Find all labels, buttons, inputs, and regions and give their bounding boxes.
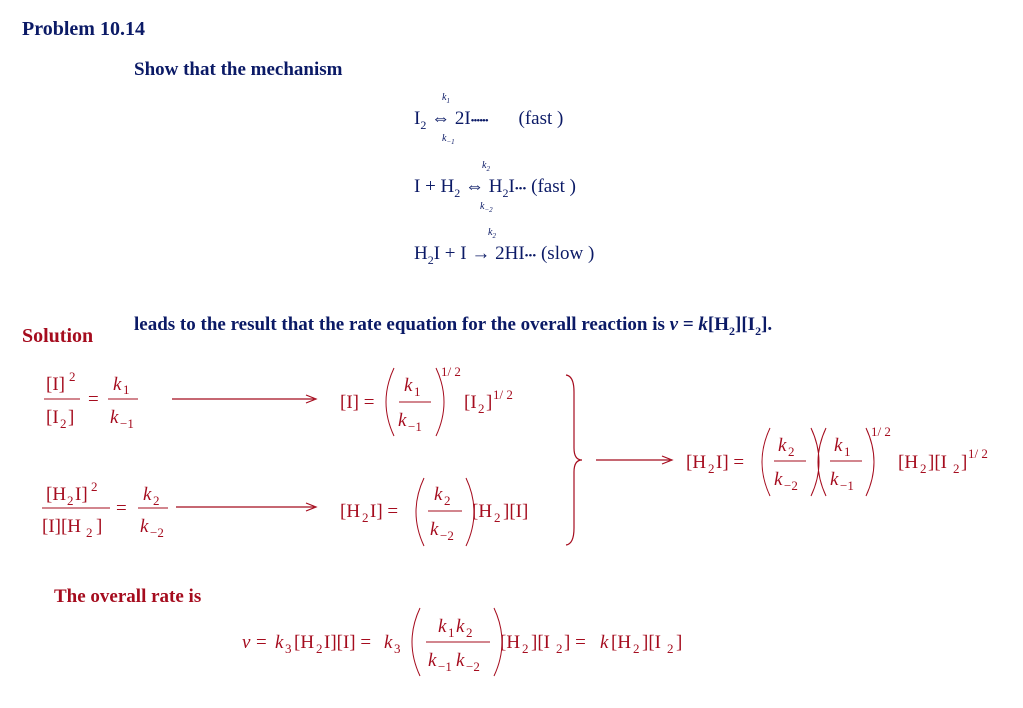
overall-rate-label: The overall rate is: [54, 586, 202, 607]
svg-text:k: k: [434, 484, 443, 505]
svg-text:[I]: [I]: [46, 374, 65, 395]
svg-text:2: 2: [67, 493, 74, 508]
svg-text:1: 1: [123, 382, 130, 397]
svg-text:2: 2: [788, 444, 795, 459]
lead-text: leads to the result that the rate equation for the overall reaction is: [134, 314, 670, 335]
svg-text:]: ]: [68, 407, 75, 428]
svg-text:[H: [H: [611, 632, 632, 653]
svg-text:1/ 2: 1/ 2: [968, 446, 988, 461]
svg-text:][I]: ][I]: [503, 501, 529, 522]
svg-text:I][I] =: I][I] =: [324, 632, 372, 653]
svg-text:2: 2: [953, 461, 960, 476]
svg-text:k: k: [456, 650, 465, 671]
svg-text:1: 1: [844, 444, 851, 459]
combining-brace: [566, 375, 582, 545]
svg-text:−1: −1: [408, 419, 422, 434]
svg-text:2: 2: [60, 416, 67, 431]
k-sub: 1: [446, 97, 450, 105]
k-label: k: [442, 92, 447, 103]
svg-text:2: 2: [91, 479, 98, 494]
svg-text:2: 2: [667, 641, 674, 656]
svg-text:[H: [H: [46, 484, 67, 505]
svg-text:][I: ][I: [531, 632, 550, 653]
lead-v: v: [669, 314, 679, 335]
svg-text:]: ]: [961, 452, 968, 473]
svg-text:1: 1: [448, 625, 455, 640]
step3-product: 2HI: [495, 243, 525, 264]
k-label: k: [442, 133, 447, 144]
k-sub: 2: [486, 165, 490, 173]
svg-text:=: =: [256, 632, 267, 653]
svg-text:k: k: [834, 435, 843, 456]
svg-text:2: 2: [316, 641, 323, 656]
svg-text:2: 2: [494, 510, 501, 525]
svg-text:−1: −1: [840, 478, 854, 493]
svg-text:3: 3: [285, 641, 292, 656]
lead-sub2: 2: [755, 323, 762, 338]
step2-reactant-sub: 2: [454, 185, 461, 200]
svg-text:1: 1: [414, 384, 421, 399]
svg-text:[I: [I: [46, 407, 59, 428]
svg-text:1/ 2: 1/ 2: [871, 424, 891, 439]
svg-text:k: k: [778, 435, 787, 456]
lead-mid: ][I: [735, 314, 756, 335]
step3-reactant: H: [414, 243, 428, 264]
step3-reactant-sub: 2: [427, 252, 434, 267]
svg-text:I] =: I] =: [370, 501, 399, 522]
step2-product-tail: I: [508, 176, 515, 197]
step3-reactant-tail: I + I: [433, 243, 467, 264]
svg-text:=: =: [88, 389, 99, 410]
k-sub: 2: [492, 232, 496, 240]
svg-text:1/ 2: 1/ 2: [441, 364, 461, 379]
svg-text:2: 2: [478, 401, 485, 416]
svg-text:[H: [H: [898, 452, 919, 473]
svg-text:2: 2: [69, 369, 76, 384]
step3-speed: (slow ): [540, 243, 595, 264]
step1-arrow: ⇔: [431, 108, 451, 129]
step1-reactant-sub: 2: [420, 117, 427, 132]
svg-text:[I] =: [I] =: [340, 392, 375, 413]
svg-text:2: 2: [362, 510, 369, 525]
step1-reactant: I: [414, 108, 421, 129]
svg-text:] =: ] =: [564, 632, 586, 653]
svg-text:k: k: [404, 375, 413, 396]
iodine-concentration-eq: [340, 364, 513, 436]
svg-text:=: =: [116, 498, 127, 519]
problem-title: Problem 10.14: [22, 18, 145, 40]
svg-text:[H: [H: [340, 501, 361, 522]
svg-text:[H: [H: [472, 501, 493, 522]
k-label: k: [482, 160, 487, 171]
svg-text:][I: ][I: [642, 632, 661, 653]
svg-text:[H: [H: [294, 632, 315, 653]
lead-end: ].: [761, 314, 773, 335]
svg-text:v: v: [242, 632, 251, 653]
svg-text:I]: I]: [75, 484, 88, 505]
step2-speed: (fast ): [531, 176, 576, 197]
svg-text:−2: −2: [466, 659, 480, 674]
svg-text:][I: ][I: [928, 452, 947, 473]
equilibrium-eq-1: [44, 369, 316, 431]
svg-text:k: k: [143, 484, 152, 505]
svg-text:k: k: [398, 410, 407, 431]
svg-text:]: ]: [96, 516, 103, 537]
step2-product-sub: 2: [502, 185, 509, 200]
svg-text:k: k: [140, 516, 149, 537]
lead-rest: [H: [707, 314, 729, 335]
svg-text:k: k: [774, 469, 783, 490]
intro-text: Show that the mechanism: [134, 59, 343, 80]
lead-sub: 2: [729, 323, 735, 338]
svg-text:k: k: [384, 632, 393, 653]
step2-product: H: [488, 176, 503, 197]
step2-reactant: I + H: [414, 176, 455, 197]
svg-text:]: ]: [486, 392, 493, 413]
step3-dots: •••: [524, 250, 537, 262]
k-sub: −1: [446, 138, 455, 146]
svg-text:k: k: [600, 632, 609, 653]
svg-text:2: 2: [556, 641, 563, 656]
step1-speed: (fast ): [518, 108, 564, 129]
step3-arrow: →: [471, 243, 491, 264]
solution-label: Solution: [22, 325, 94, 347]
svg-text:1/ 2: 1/ 2: [493, 387, 513, 402]
svg-text:2: 2: [153, 493, 160, 508]
svg-text:k: k: [430, 519, 439, 540]
step2-dots: •••: [514, 183, 527, 195]
svg-text:k: k: [438, 616, 447, 637]
svg-text:2: 2: [920, 461, 927, 476]
step2-arrow: ⇔: [465, 176, 485, 197]
h2i-concentration-eq: [340, 478, 528, 546]
svg-text:2: 2: [522, 641, 529, 656]
k-label: k: [488, 227, 493, 238]
svg-text:−2: −2: [784, 478, 798, 493]
svg-text:k: k: [456, 616, 465, 637]
lead-eq: =: [678, 314, 699, 335]
step1-product: 2I: [454, 108, 471, 129]
step1-dots: ••••••: [470, 115, 488, 127]
k-sub: −2: [484, 206, 493, 214]
svg-text:k: k: [830, 469, 839, 490]
svg-text:[I: [I: [464, 392, 477, 413]
svg-text:[H: [H: [500, 632, 521, 653]
svg-text:2: 2: [444, 493, 451, 508]
lead-k: k: [698, 314, 708, 335]
svg-text:−2: −2: [150, 525, 164, 540]
svg-text:2: 2: [708, 461, 715, 476]
svg-text:2: 2: [86, 525, 93, 540]
svg-text:]: ]: [676, 632, 683, 653]
svg-text:2: 2: [466, 625, 473, 640]
svg-text:2: 2: [633, 641, 640, 656]
k-label: k: [480, 201, 485, 212]
svg-text:−1: −1: [120, 416, 134, 431]
svg-text:I] =: I] =: [716, 452, 745, 473]
svg-text:−2: −2: [440, 528, 454, 543]
svg-text:[I][H: [I][H: [42, 516, 82, 537]
overall-rate-eq: [242, 608, 682, 676]
svg-text:k: k: [428, 650, 437, 671]
svg-text:k: k: [110, 407, 119, 428]
equilibrium-eq-2: [42, 479, 316, 540]
svg-text:k: k: [275, 632, 284, 653]
combined-h2i-eq: [686, 424, 988, 496]
svg-text:3: 3: [394, 641, 401, 656]
svg-text:k: k: [113, 374, 122, 395]
svg-text:−1: −1: [438, 659, 452, 674]
svg-text:[H: [H: [686, 452, 707, 473]
